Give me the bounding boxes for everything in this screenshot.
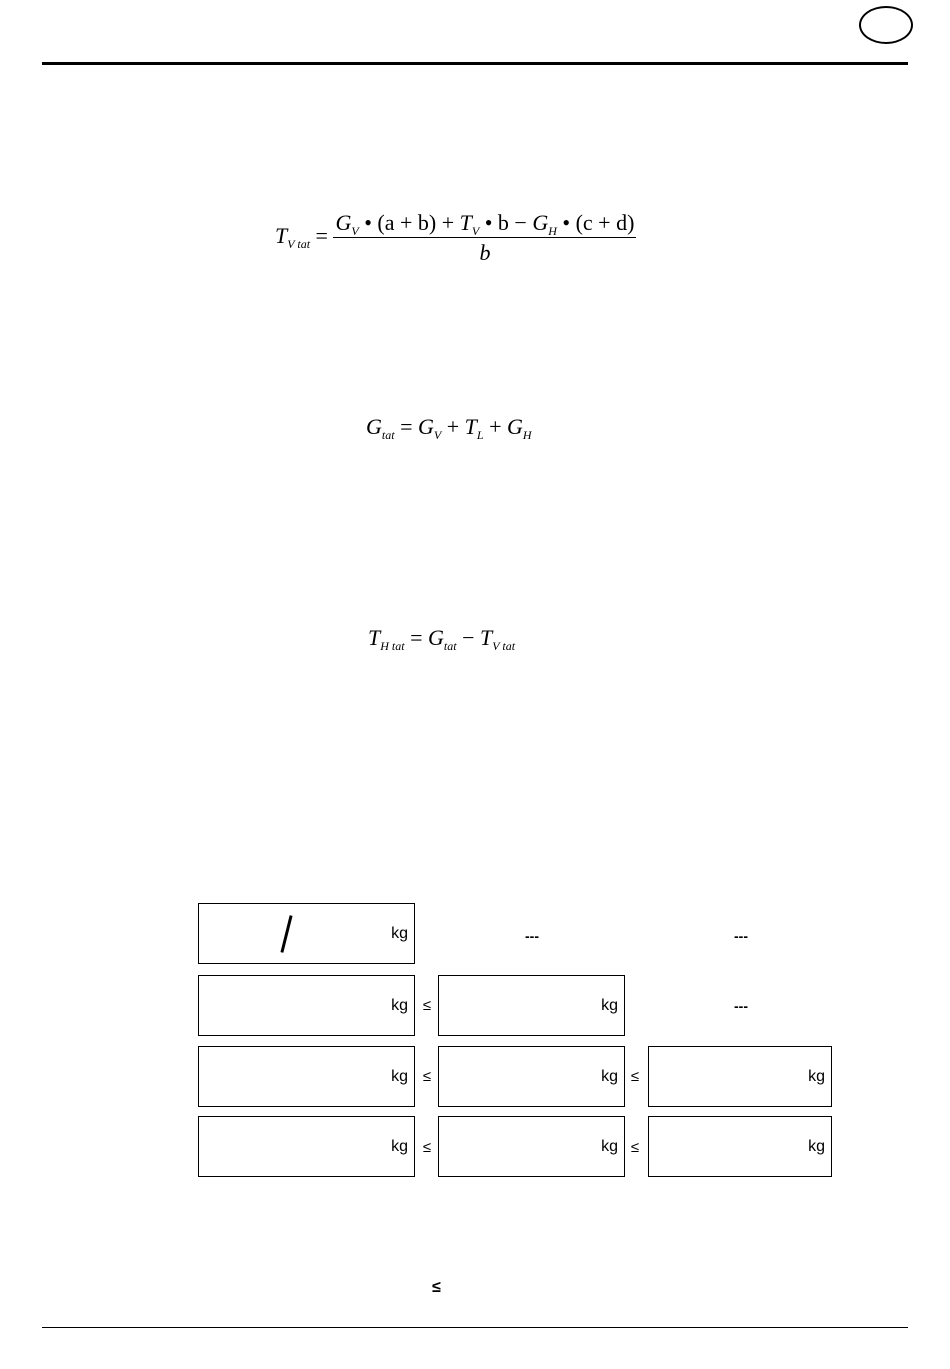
unit-label: kg [391,1137,408,1155]
formula-g-tat: $G_{tat} = G_V + T_L + G_H$ [366,414,532,442]
unit-label: kg [391,1067,408,1085]
le-symbol: ≤ [422,1139,432,1156]
weight-box-row1-col1[interactable] [198,903,415,964]
equals-sign: = [315,223,328,249]
le-symbol: ≤ [422,1068,432,1085]
unit-label: kg [391,924,408,942]
formula-th-tat: $T_{H tat} = G_{tat} - T_{V tat}$ [368,625,516,653]
unit-label: kg [601,996,618,1014]
fraction-denominator: b [479,240,491,265]
le-symbol: ≤ [630,1068,640,1085]
le-symbol: ≤ [422,997,432,1014]
formula-symbol: T [275,223,288,249]
unit-label: kg [391,996,408,1014]
formula-tv-tat [275,212,636,264]
weight-box-row4-col2[interactable] [438,1116,625,1177]
weight-box-row4-col3[interactable] [648,1116,832,1177]
weight-box-row3-col1[interactable] [198,1046,415,1107]
dash-placeholder: --- [734,998,748,1014]
unit-label: kg [601,1067,618,1085]
weight-box-row3-col3[interactable] [648,1046,832,1107]
fraction [333,212,636,264]
weight-box-row2-col1[interactable] [198,975,415,1036]
weight-box-row4-col1[interactable] [198,1116,415,1177]
formula-subscript: V tat [287,237,311,252]
dash-placeholder: --- [525,928,539,944]
fraction-numerator: $G_V$ • $(a + b) + T_V$ • $b - G_H$ • (c + d) [335,210,635,238]
language-badge [859,6,913,44]
weight-box-row2-col2[interactable] [438,975,625,1036]
dash-placeholder: --- [734,928,748,944]
unit-label: kg [808,1137,825,1155]
bottom-rule [42,1327,908,1328]
top-rule [42,62,908,65]
unit-label: kg [808,1067,825,1085]
unit-label: kg [601,1137,618,1155]
le-symbol: ≤ [630,1139,640,1156]
weight-box-row3-col2[interactable] [438,1046,625,1107]
footer-le-symbol: ≤ [432,1279,441,1296]
